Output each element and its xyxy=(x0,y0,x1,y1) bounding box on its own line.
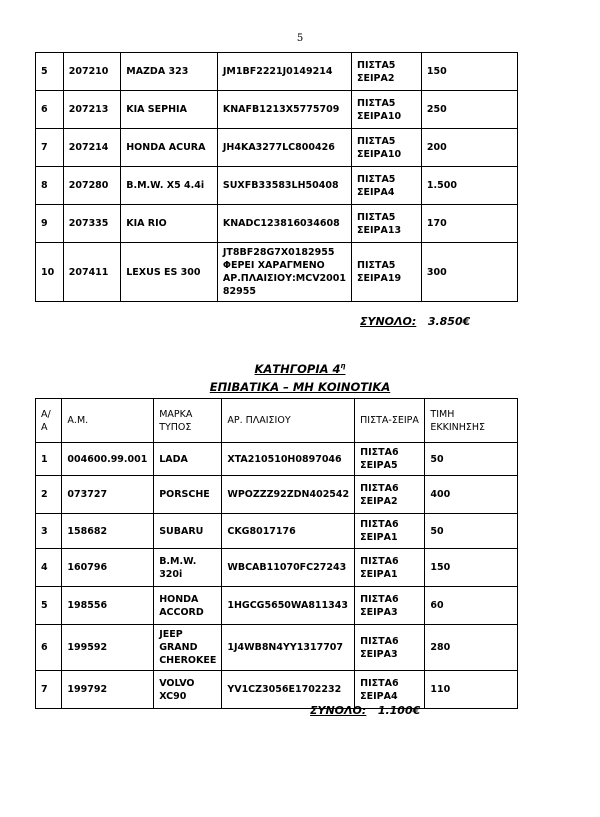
location-line: ΠΙΣΤΑ5 xyxy=(357,97,396,109)
cell-price: 170 xyxy=(421,205,517,243)
cell-brand xyxy=(154,625,222,671)
chassis-note: ΑΡ.ΠΛΑΙΣΙΟΥ:MCV2001 xyxy=(222,273,346,284)
cell-aa: 7 xyxy=(36,129,64,167)
cell-price: 150 xyxy=(425,549,518,587)
location-line: ΣΕΙΡΑ5 xyxy=(360,460,398,471)
vehicles-table-continued xyxy=(35,52,518,302)
chassis-number: JM1BF2221J0149214 xyxy=(222,66,333,77)
header-brand: ΜΑΡΚΑ ΤΥΠΟΣ xyxy=(154,399,222,443)
cell-price: 300 xyxy=(421,243,517,302)
category-subtitle: ΕΠΙΒΑΤΙΚΑ – ΜΗ ΚΟΙΝΟΤΙΚΑ xyxy=(209,380,391,394)
chassis-number: JT8BF28G7X0182955 xyxy=(222,247,335,258)
location-line: ΠΙΣΤΑ5 xyxy=(357,211,396,223)
table-row xyxy=(36,587,518,625)
brand-line: XC90 xyxy=(159,690,187,702)
brand-line: CHEROKEE xyxy=(159,655,217,666)
location-line: ΣΕΙΡΑ10 xyxy=(357,110,402,122)
cell-location xyxy=(352,129,422,167)
location-line: ΠΙΣΤΑ6 xyxy=(360,635,399,647)
cell-am: 207210 xyxy=(63,53,121,91)
chassis-note: 82955 xyxy=(222,286,256,297)
brand-line: B.M.W. xyxy=(159,555,197,567)
location-line: ΠΙΣΤΑ6 xyxy=(360,677,399,689)
cell-aa: 8 xyxy=(36,167,64,205)
location-line: ΠΙΣΤΑ6 xyxy=(360,482,399,494)
location-line: ΠΙΣΤΑ5 xyxy=(357,135,396,147)
cell-chassis xyxy=(217,129,351,167)
cell-location xyxy=(355,514,425,549)
cell-brand xyxy=(154,671,222,709)
cell-chassis xyxy=(217,205,351,243)
cell-chassis xyxy=(217,243,351,302)
brand-line: LADA xyxy=(159,453,188,465)
cell-price: 280 xyxy=(425,625,518,671)
cell-brand: KIA SEPHIA xyxy=(121,91,218,129)
cell-price: 200 xyxy=(421,129,517,167)
category-title: ΚΑΤΗΓΟΡΙΑ $4^\eta$ xyxy=(254,362,346,376)
cell-brand: HONDA ACURA xyxy=(121,129,218,167)
cell-brand: B.M.W. X5 4.4i xyxy=(121,167,218,205)
cell-aa: 7 xyxy=(36,671,62,709)
cell-brand xyxy=(154,549,222,587)
brand-line: JEEP xyxy=(159,629,183,640)
cell-am: 207280 xyxy=(63,167,121,205)
cell-location xyxy=(352,91,422,129)
location-line: ΣΕΙΡΑ10 xyxy=(357,148,402,160)
location-line: ΣΕΙΡΑ4 xyxy=(360,690,398,702)
cell-price: 250 xyxy=(421,91,517,129)
table-row xyxy=(36,514,518,549)
cell-am: 207411 xyxy=(63,243,121,302)
cell-chassis xyxy=(217,167,351,205)
brand-line: GRAND xyxy=(159,642,198,653)
location-line: ΠΙΣΤΑ6 xyxy=(360,593,399,605)
cell-chassis: 1J4WB8N4YY1317707 xyxy=(222,625,355,671)
location-line: ΠΙΣΤΑ5 xyxy=(357,260,396,271)
location-line: ΣΕΙΡΑ1 xyxy=(360,532,398,543)
cell-brand: MAZDA 323 xyxy=(121,53,218,91)
chassis-note: ΦΕΡΕΙ ΧΑΡΑΓΜΕΝΟ xyxy=(222,260,325,271)
cell-am: 073727 xyxy=(62,476,154,514)
cell-aa: 3 xyxy=(36,514,62,549)
page-number: 5 xyxy=(296,33,304,44)
cell-aa: 10 xyxy=(36,243,64,302)
cell-brand xyxy=(154,443,222,476)
cell-am: 207213 xyxy=(63,91,121,129)
chassis-number: KNADC123816034608 xyxy=(222,218,340,229)
cell-location xyxy=(352,205,422,243)
table-row xyxy=(36,625,518,671)
cell-chassis xyxy=(217,91,351,129)
cell-location xyxy=(355,671,425,709)
cell-chassis: WPOZZZ92ZDN402542 xyxy=(222,476,355,514)
cell-aa: 2 xyxy=(36,476,62,514)
total-category-4 xyxy=(310,704,420,717)
cell-location xyxy=(352,167,422,205)
location-line: ΣΕΙΡΑ2 xyxy=(360,495,398,507)
cell-aa: 9 xyxy=(36,205,64,243)
location-line: ΠΙΣΤΑ6 xyxy=(360,555,399,567)
cell-price: 60 xyxy=(425,587,518,625)
vehicles-table-category-4 xyxy=(35,398,518,709)
table-row xyxy=(36,129,518,167)
cell-chassis xyxy=(217,53,351,91)
cell-price: 110 xyxy=(425,671,518,709)
cell-aa: 5 xyxy=(36,53,64,91)
cell-brand: KIA RIO xyxy=(121,205,218,243)
location-line: ΣΕΙΡΑ13 xyxy=(357,224,402,236)
table-row xyxy=(36,671,518,709)
table-row xyxy=(36,91,518,129)
header-location: ΠΙΣΤΑ-ΣΕΙΡΑ xyxy=(355,399,425,443)
cell-am: 160796 xyxy=(62,549,154,587)
location-line: ΠΙΣΤΑ5 xyxy=(357,59,396,71)
cell-location xyxy=(355,625,425,671)
brand-line: HONDA xyxy=(159,593,199,605)
cell-brand xyxy=(154,476,222,514)
location-line: ΣΕΙΡΑ3 xyxy=(360,648,398,660)
header-chassis: ΑΡ. ΠΛΑΙΣΙΟΥ xyxy=(222,399,355,443)
cell-chassis: XTA210510H0897046 xyxy=(222,443,355,476)
total-category-3 xyxy=(360,315,470,328)
cell-location xyxy=(355,587,425,625)
cell-location xyxy=(355,549,425,587)
location-line: ΣΕΙΡΑ1 xyxy=(360,568,398,580)
location-line: ΣΕΙΡΑ3 xyxy=(360,606,398,618)
cell-aa: 1 xyxy=(36,443,62,476)
table-row xyxy=(36,53,518,91)
chassis-number: KNAFB1213X5775709 xyxy=(222,104,340,115)
table-row xyxy=(36,443,518,476)
cell-chassis: WBCAB11070FC27243 xyxy=(222,549,355,587)
cell-brand xyxy=(154,514,222,549)
cell-price: 400 xyxy=(425,476,518,514)
brand-line: ACCORD xyxy=(159,606,204,618)
cell-location xyxy=(355,476,425,514)
brand-line: 320i xyxy=(159,568,183,580)
table-row xyxy=(36,243,518,302)
header-am: Α.Μ. xyxy=(62,399,154,443)
cell-price: 50 xyxy=(425,514,518,549)
cell-location xyxy=(355,443,425,476)
cell-price: 150 xyxy=(421,53,517,91)
cell-aa: 5 xyxy=(36,587,62,625)
cell-am: 198556 xyxy=(62,587,154,625)
total-value: 1.100€ xyxy=(377,704,421,717)
cell-aa: 6 xyxy=(36,91,64,129)
table-row xyxy=(36,476,518,514)
cell-chassis: 1HGCG5650WA811343 xyxy=(222,587,355,625)
brand-line: VOLVO xyxy=(159,677,195,689)
brand-line: PORSCHE xyxy=(159,489,210,500)
cell-price: 1.500 xyxy=(421,167,517,205)
location-line: ΠΙΣΤΑ5 xyxy=(357,173,396,185)
cell-location xyxy=(352,243,422,302)
cell-am: 004600.99.001 xyxy=(62,443,154,476)
table-row xyxy=(36,549,518,587)
chassis-number: JH4KA3277LC800426 xyxy=(222,142,335,153)
cell-am: 199592 xyxy=(62,625,154,671)
header-aa: Α/Α xyxy=(36,399,62,443)
table-row xyxy=(36,167,518,205)
cell-am: 199792 xyxy=(62,671,154,709)
header-price: ΤΙΜΗ ΕΚΚΙΝΗΣΗΣ xyxy=(425,399,518,443)
location-line: ΣΕΙΡΑ19 xyxy=(357,273,402,284)
location-line: ΠΙΣΤΑ6 xyxy=(360,447,399,458)
cell-am: 207335 xyxy=(63,205,121,243)
total-label: ΣΥΝΟΛΟ: xyxy=(310,704,367,717)
table-row xyxy=(36,205,518,243)
total-label: ΣΥΝΟΛΟ: xyxy=(360,315,417,328)
cell-brand xyxy=(154,587,222,625)
cell-aa: 4 xyxy=(36,549,62,587)
cell-chassis: YV1CZ3056E1702232 xyxy=(222,671,355,709)
cell-aa: 6 xyxy=(36,625,62,671)
cell-am: 158682 xyxy=(62,514,154,549)
cell-location xyxy=(352,53,422,91)
location-line: ΠΙΣΤΑ6 xyxy=(360,519,399,530)
chassis-number: SUXFB33583LH50408 xyxy=(222,180,339,191)
total-value: 3.850€ xyxy=(427,315,471,328)
location-line: ΣΕΙΡΑ4 xyxy=(357,186,395,198)
brand-line: SUBARU xyxy=(159,525,204,537)
cell-brand: LEXUS ES 300 xyxy=(121,243,218,302)
location-line: ΣΕΙΡΑ2 xyxy=(357,72,395,84)
cell-am: 207214 xyxy=(63,129,121,167)
cell-price: 50 xyxy=(425,443,518,476)
cell-chassis: CKG8017176 xyxy=(222,514,355,549)
